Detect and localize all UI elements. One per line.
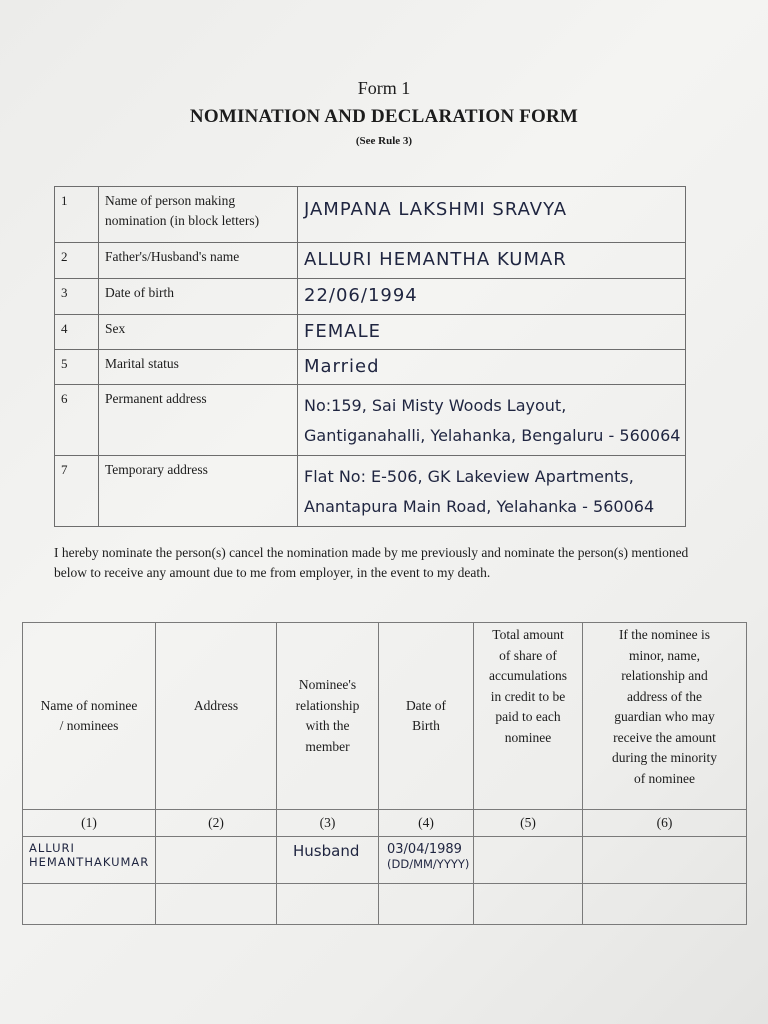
empty-cell [379, 884, 474, 925]
label-line: Date of birth [105, 285, 174, 300]
nominee-empty-row [23, 884, 747, 925]
header-line: member [305, 738, 350, 754]
empty-cell [23, 884, 156, 925]
header-line: during the minority [612, 750, 717, 765]
header-line: Address [193, 697, 239, 713]
row-label [99, 315, 298, 350]
handwritten-nominee-dob: 03/04/1989 [387, 842, 462, 857]
row-label [99, 243, 298, 279]
nominee-table [22, 622, 747, 925]
column-index: (6) [583, 810, 747, 837]
header-nominee-name [23, 623, 156, 810]
handwritten-address-line: No:159, Sai Misty Woods Layout, [304, 396, 567, 415]
nominee-relationship-cell [277, 837, 379, 884]
label-line: Sex [105, 321, 126, 336]
handwritten-address-line: Gantiganahalli, Yelahanka, Bengaluru - 560064 [304, 426, 681, 445]
nominee-share-cell [474, 837, 583, 884]
row-label [99, 187, 298, 243]
nominee-row [23, 837, 747, 884]
header-line: relationship and [621, 668, 708, 683]
detail-row-name [55, 187, 686, 243]
handwritten-address-line: Anantapura Main Road, Yelahanka - 560064 [304, 497, 655, 516]
header-line: minor, name, [628, 647, 701, 663]
label-line: Father's/Husband's name [105, 249, 240, 264]
empty-cell [474, 884, 583, 925]
detail-row-temporary-address [55, 456, 686, 527]
header-relationship [277, 623, 379, 810]
handwritten-nominee-name: ALLURI [29, 841, 75, 855]
row-number: 3 [55, 279, 99, 315]
nominee-guardian-cell [583, 837, 747, 884]
form-title: NOMINATION AND DECLARATION FORM [189, 106, 579, 127]
nominee-header-row [23, 623, 747, 810]
column-index: (5) [474, 810, 583, 837]
marital-status-value [298, 350, 686, 385]
header-line: Nominee's [298, 677, 357, 692]
header-share-amount [474, 623, 583, 810]
label-line: Temporary address [105, 462, 208, 477]
header-address [156, 623, 277, 810]
nominee-index-row [23, 810, 747, 837]
header-line: receive the amount [613, 729, 716, 745]
father-husband-value [298, 243, 686, 279]
row-number: 4 [55, 315, 99, 350]
header-line: guardian who may [614, 709, 715, 724]
empty-cell [583, 884, 747, 925]
sex-value [298, 315, 686, 350]
header-line: paid to each [495, 709, 561, 724]
header-line: / nominees [59, 718, 119, 733]
row-number: 2 [55, 243, 99, 279]
handwritten-marital-status: Married [304, 356, 380, 377]
header-line: address of the [627, 688, 702, 704]
row-number: 1 [55, 187, 99, 243]
column-index: (4) [379, 810, 474, 837]
row-label [99, 279, 298, 315]
header-guardian [583, 623, 747, 810]
header-line: relationship [295, 697, 360, 713]
temporary-address-value [298, 456, 686, 527]
column-index: (1) [23, 810, 156, 837]
name-value [298, 187, 686, 243]
label-line: nomination (in block letters) [105, 213, 260, 228]
detail-row-dob [55, 279, 686, 315]
rule-reference: (See Rule 3) [355, 135, 413, 147]
nominee-address-cell [156, 837, 277, 884]
column-index: (3) [277, 810, 379, 837]
empty-cell [277, 884, 379, 925]
header-line: Date of [405, 697, 447, 713]
detail-row-father-husband [55, 243, 686, 279]
label-line: Marital status [105, 356, 179, 371]
header-line: Birth [412, 718, 440, 733]
handwritten-address-line: Flat No: E-506, GK Lakeview Apartments, [304, 467, 634, 486]
declaration-text: I hereby nominate the person(s) cancel the nomination made by me previously and nominate the person(s) mentioned below to receive any amount due to me from employer, in the event to my death. [54, 545, 689, 580]
detail-row-permanent-address [55, 385, 686, 456]
nominee-dob-cell [379, 837, 474, 884]
row-number: 6 [55, 385, 99, 456]
handwritten-nominee-name: HEMANTHAKUMAR [29, 855, 150, 869]
handwritten-relationship: Husband [293, 842, 360, 860]
label-line: Permanent address [105, 391, 207, 406]
dob-value [298, 279, 686, 315]
header-date-of-birth [379, 623, 474, 810]
header-line: Name of nominee [40, 697, 138, 713]
handwritten-sex: FEMALE [304, 321, 381, 342]
nominee-name-cell [23, 837, 156, 884]
header-line: with the [305, 718, 350, 733]
row-number: 7 [55, 456, 99, 527]
label-line: Name of person making [105, 193, 236, 208]
permanent-address-value [298, 385, 686, 456]
header-line: nominee [504, 729, 552, 745]
form-number: Form 1 [357, 78, 411, 98]
detail-row-marital-status [55, 350, 686, 385]
header-line: accumulations [489, 668, 567, 683]
column-index: (2) [156, 810, 277, 837]
row-label [99, 350, 298, 385]
empty-cell [156, 884, 277, 925]
handwritten-father-husband: ALLURI HEMANTHA KUMAR [304, 249, 567, 270]
personal-details-table [54, 186, 686, 527]
row-label [99, 456, 298, 527]
header-line: If the nominee is [618, 627, 711, 642]
handwritten-name: JAMPANA LAKSHMI SRAVYA [304, 199, 568, 220]
detail-row-sex [55, 315, 686, 350]
header-line: in credit to be [490, 688, 566, 704]
header-line: of share of [499, 647, 557, 663]
row-label [99, 385, 298, 456]
header-line: Total amount [492, 627, 564, 642]
row-number: 5 [55, 350, 99, 385]
handwritten-dob: 22/06/1994 [304, 285, 418, 306]
header-line: of nominee [633, 770, 696, 786]
handwritten-date-format: (DD/MM/YYYY) [387, 857, 470, 871]
